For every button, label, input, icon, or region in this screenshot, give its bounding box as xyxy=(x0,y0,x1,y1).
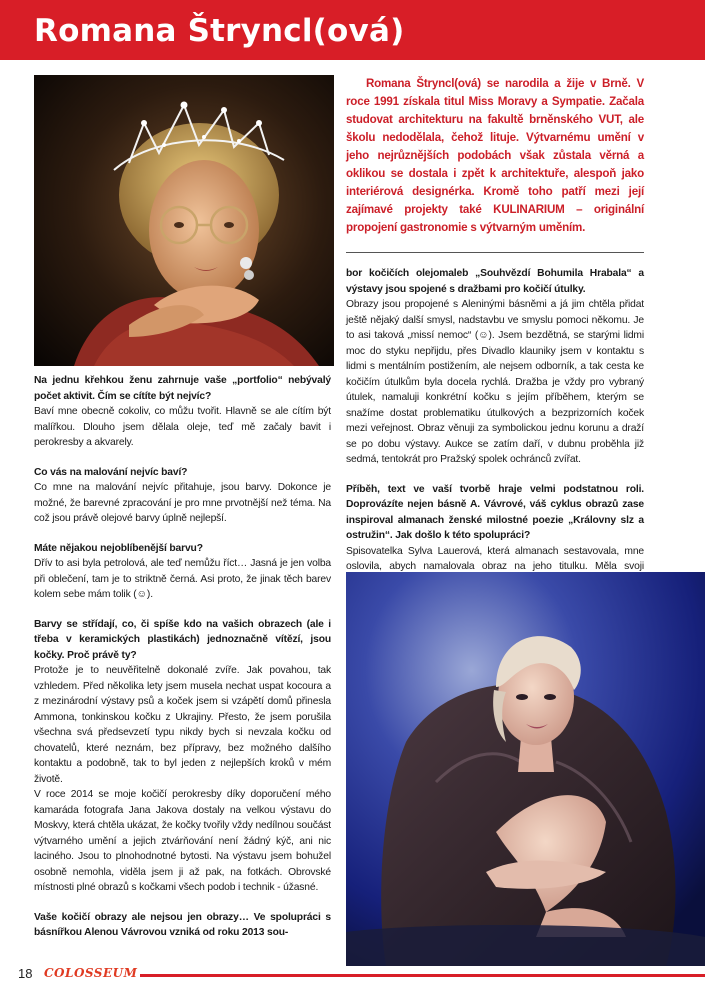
right-text-column xyxy=(346,266,644,590)
question-cats: Barvy se střídají, co, či spíše kdo na vašich obrazech (ale i třeba v keramických plastikách) jednoznačně vítězí, jsou kočky. Proč právě ty? xyxy=(34,618,331,661)
question-portfolio: Na jednu křehkou ženu zahrnuje vaše „portfolio“ nebývalý počet aktivit. Čím se cítíte být nejvíc? xyxy=(34,375,331,402)
question-cat-paintings: Vaše kočičí obrazy ale nejsou jen obrazy… Ve spolupráci s básnířkou Alenou Vávrovou vzniká od roku 2013 sou- xyxy=(34,911,331,938)
question-story: Příběh, text ve vaší tvorbě hraje velmi podstatnou roli. Doprovázíte nejen básně A. Vávrové, váš cyklus obrazů zase inspiroval almanach ženské milostné poezie „Královny slz a ostružin“. Jak došlo k této spolupráci? xyxy=(346,483,644,541)
answer-painting: Co mne na malování nejvíc přitahuje, jsou barvy. Dokonce je možné, že barevné zpracování je pro mne prvotnější než téma. Na což jsou právě olejové barvy úplně nejlepší. xyxy=(34,482,331,524)
answer-portfolio: Baví mne obecně cokoliv, co můžu tvořit. Hlavně se ale cítím být malířkou. Dlouho jsem dělala oleje, teď mě začaly bavit i perokresby a akvarely. xyxy=(34,406,331,448)
magazine-logo: COLOSSEUM xyxy=(44,966,138,980)
portrait-photo-seated xyxy=(346,572,705,966)
title-bar xyxy=(0,0,705,60)
left-text-column xyxy=(34,373,331,941)
answer-auctions: Obrazy jsou propojené s Aleninými básněmi a já jim chtěla přidat ještě nějaký další smysl, nadstavbu ve smyslu pomoci někomu. Je to asi taková „missí nemoc“ (☺). Jsem bezdětná, se starými lidmi moc do styku nepřijdu, přes Divadlo klauniky jsem v kontaktu s lidmi s mentálním postižením, ale nejsem odborník, a tak cesta ke kočičím útulkům byla docela rychlá. Dražba je vždy pro vybraný útulek, namaluji konkrétní kočku s jejím příběhem, kterým se snažíme dostat problematiku útulkových a bezprizorních koček mezi veřejnost. Obraz věnuji za symbolickou jednu korunu a draží se po dobu výstavy. Aukce se zatím daří, v dubnu proběhla již sedmá, tentokrát pro Pražský spolek ochránců zvířat. xyxy=(346,299,644,465)
answer-cats: Protože je to neuvěřitelně dokonalé zvíře. Jak povahou, tak vzhledem. Před několika lety jsem musela nechat uspat kocoura a z mezinárodní výstavy psů a koček jsem si vzápětí domů přinesla Ammona, tonkinskou kočku z Ukrajiny. Přesto, že jsem porušila všechna svá předsevzetí typu nikdy bych si nevzala kočku od chovatelů, které neznám, bez přípravy, bez možného dalšího kontaktu a podobně, tak to byl jeden z nejlepších kroků v mém životě. xyxy=(34,665,331,785)
page-title: Romana Štryncl(ová) xyxy=(34,13,405,49)
answer-moscow: V roce 2014 se moje kočičí perokresby díky doporučení mého kamaráda fotografa Jana Jakova dostaly na velkou výstavu do Moskvy, která chtěla ukázat, že kočky tvořily vždy nedílnou součást výtvarného umění a jejich ztvárňování není žádný kýč, ani nic laciného. Jsou to plnohodnotné bytosti. Na výstavu jsem bohužel osobně nemohla, viděla jsem ji až pak, na fotkách. Obrovské místnosti plné obrazů s kočkami všech podob i technik - úžasné. xyxy=(34,789,331,893)
portrait-photo-tiara xyxy=(34,75,334,366)
question-painting: Co vás na malování nejvíc baví? xyxy=(34,466,188,478)
question-favorite-color: Máte nějakou nejoblíbenější barvu? xyxy=(34,542,203,554)
answer-favorite-color: Dřív to asi byla petrolová, ale teď nemůžu říct… Jasná je jen volba při oblečení, tam je to striktně černá. Asi proto, že jinak těch barev kolem sebe mám tolik (☺). xyxy=(34,558,331,600)
intro-divider xyxy=(346,252,644,253)
question-continued: bor kočičích olejomaleb „Souhvězdí Bohumila Hrabala“ a výstavy jsou spojené s dražbami pro kočičí útulky. xyxy=(346,268,644,295)
intro-paragraph: Romana Štryncl(ová) se narodila a žije v Brně. V roce 1991 získala titul Miss Moravy a Sympatie. Začala studovat architekturu na fakultě brněnského VUT, ale školu nedodělala, čehož lituje. Výtvarnému umění v jeho nejrůznějších podobách však zůstala věrná a oklikou se dostala i zpět k architektuře, alespoň jako interiérová designérka. Kromě toho patří mezi její zajímavé projekty také KULINARIUM – originální propojení gastronomie s výtvarným uměním. xyxy=(346,77,644,234)
portrait-seated-illustration xyxy=(346,572,705,966)
page-number: 18 xyxy=(18,966,33,981)
footer-rule xyxy=(140,974,705,977)
portrait-tiara-illustration xyxy=(34,75,334,366)
answer-story: Spisovatelka Sylva Lauerová, která almanach sestavovala, mne oslovila, abych namalovala obraz na jeho titulku. Měla svoji xyxy=(346,545,644,572)
